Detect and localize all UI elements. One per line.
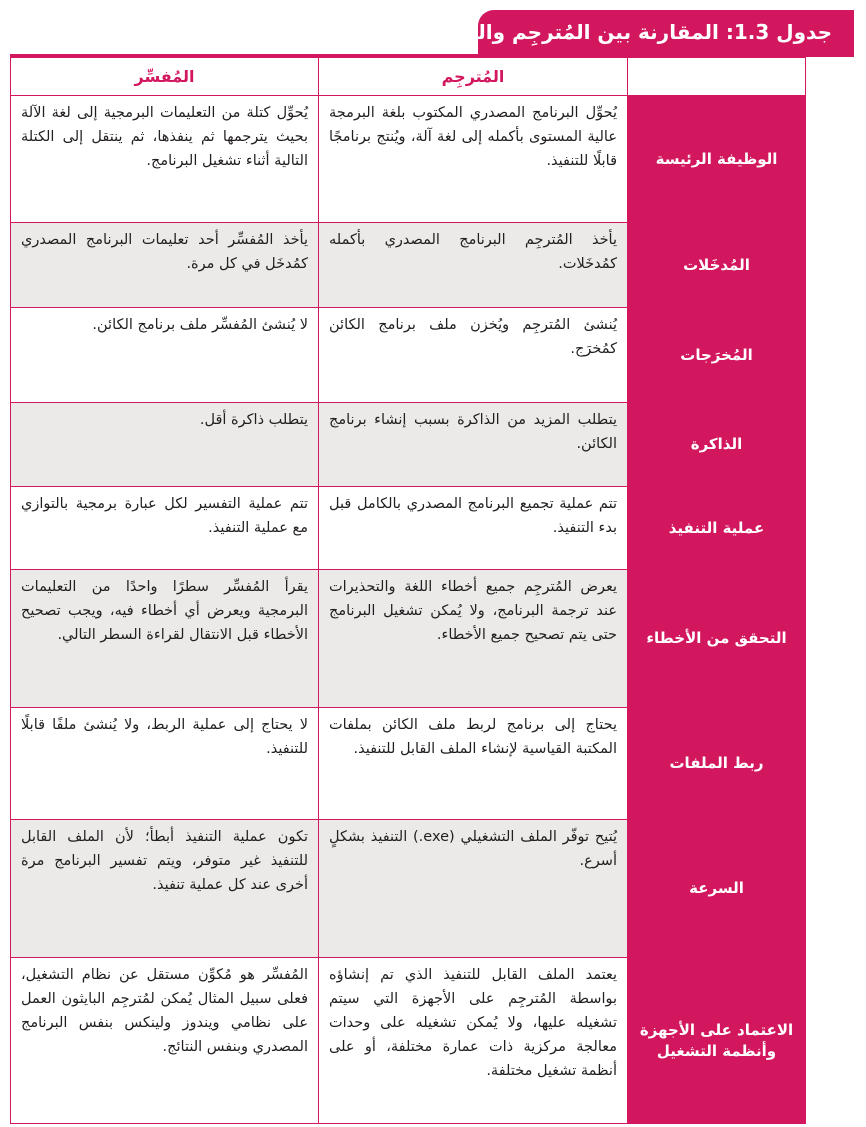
table-row: [11, 708, 806, 820]
compiler-cell: يتطلب المزيد من الذاكرة بسبب إنشاء برنامج الكائن.: [319, 403, 628, 487]
compiler-cell: يعتمد الملف القابل للتنفيذ الذي تم إنشاؤه بواسطة المُترجِم على الأجهزة التي سيتم تشغيله عليها، ولا يُمكن تشغيله على وحدات معالجة مركزية ذات عمارة مختلفة، أو على أنظمة تشغيل مختلفة.: [319, 958, 628, 1124]
compiler-cell: يُتيح توفّر الملف التشغيلي (exe.) التنفيذ بشكلٍ أسرع.: [319, 820, 628, 958]
row-label: التحقق من الأخطاء: [628, 570, 806, 708]
row-label: المُخرَجات: [628, 308, 806, 403]
table-title-text: جدول 1.3: المقارنة بين المُترجِم والمُفسِّر: [417, 20, 832, 44]
table-row: [11, 820, 806, 958]
interpreter-cell: يقرأ المُفسِّر سطرًا واحدًا من التعليمات البرمجية ويعرض أي أخطاء فيه، ويجب تصحيح الأخطاء قبل الانتقال لقراءة السطر التالي.: [11, 570, 319, 708]
row-label: عملية التنفيذ: [628, 487, 806, 570]
header-corner-cell: [628, 58, 806, 96]
compiler-cell: يأخذ المُترجِم البرنامج المصدري بأكمله كمُدخَلات.: [319, 223, 628, 308]
compiler-cell: يحتاج إلى برنامج لربط ملف الكائن بملفات المكتبة القياسية لإنشاء الملف القابل للتنفيذ.: [319, 708, 628, 820]
compiler-cell: يُنشئ المُترجِم ويُخزن ملف برنامج الكائن كمُخرَج.: [319, 308, 628, 403]
row-label: الذاكرة: [628, 403, 806, 487]
table-row: [11, 96, 806, 223]
table-row: [11, 487, 806, 570]
interpreter-cell: لا يحتاج إلى عملية الربط، ولا يُنشئ ملفًا قابلًا للتنفيذ.: [11, 708, 319, 820]
table-row: [11, 308, 806, 403]
table-row: [11, 570, 806, 708]
row-label: ربط الملفات: [628, 708, 806, 820]
compiler-cell: يُحوِّل البرنامج المصدري المكتوب بلغة البرمجة عالية المستوى بأكمله إلى لغة آلة، ويُنتج برنامجًا قابلًا للتنفيذ.: [319, 96, 628, 223]
interpreter-cell: يُحوِّل كتلة من التعليمات البرمجية إلى لغة الآلة بحيث يترجمها ثم ينفذها، ثم ينتقل إلى الكتلة التالية أثناء تشغيل البرنامج.: [11, 96, 319, 223]
row-label: المُدخَلات: [628, 223, 806, 308]
interpreter-cell: يأخذ المُفسِّر أحد تعليمات البرنامج المصدري كمُدخَل في كل مرة.: [11, 223, 319, 308]
interpreter-cell: يتطلب ذاكرة أقل.: [11, 403, 319, 487]
interpreter-cell: تتم عملية التفسير لكل عبارة برمجية بالتوازي مع عملية التنفيذ.: [11, 487, 319, 570]
interpreter-cell: المُفسِّر هو مُكوِّن مستقل عن نظام التشغيل، فعلى سبيل المثال يُمكن لمُترجِم البايثون العمل على نظامي ويندوز ولينكس بنفس البرنامج المصدري وبنفس النتائج.: [11, 958, 319, 1124]
comparison-table: [10, 57, 806, 1124]
row-label: السرعة: [628, 820, 806, 958]
table-row: [11, 223, 806, 308]
table-row: [11, 403, 806, 487]
row-label: الاعتماد على الأجهزة وأنظمة التشغيل: [628, 958, 806, 1124]
compiler-cell: يعرض المُترجِم جميع أخطاء اللغة والتحذيرات عند ترجمة البرنامج، ولا يُمكن تشغيل البرنامج حتى يتم تصحيح جميع الأخطاء.: [319, 570, 628, 708]
table-header-row: [11, 58, 806, 96]
column-header-compiler: المُترجِم: [319, 58, 628, 96]
column-header-interpreter: المُفسِّر: [11, 58, 319, 96]
interpreter-cell: لا يُنشئ المُفسِّر ملف برنامج الكائن.: [11, 308, 319, 403]
interpreter-cell: تكون عملية التنفيذ أبطأ؛ لأن الملف القابل للتنفيذ غير متوفر، ويتم تفسير البرنامج مرة أخرى عند كل عملية تنفيذ.: [11, 820, 319, 958]
table-row: [11, 958, 806, 1124]
row-label: الوظيفة الرئيسة: [628, 96, 806, 223]
table-title: [417, 10, 854, 54]
compiler-cell: تتم عملية تجميع البرنامج المصدري بالكامل قبل بدء التنفيذ.: [319, 487, 628, 570]
